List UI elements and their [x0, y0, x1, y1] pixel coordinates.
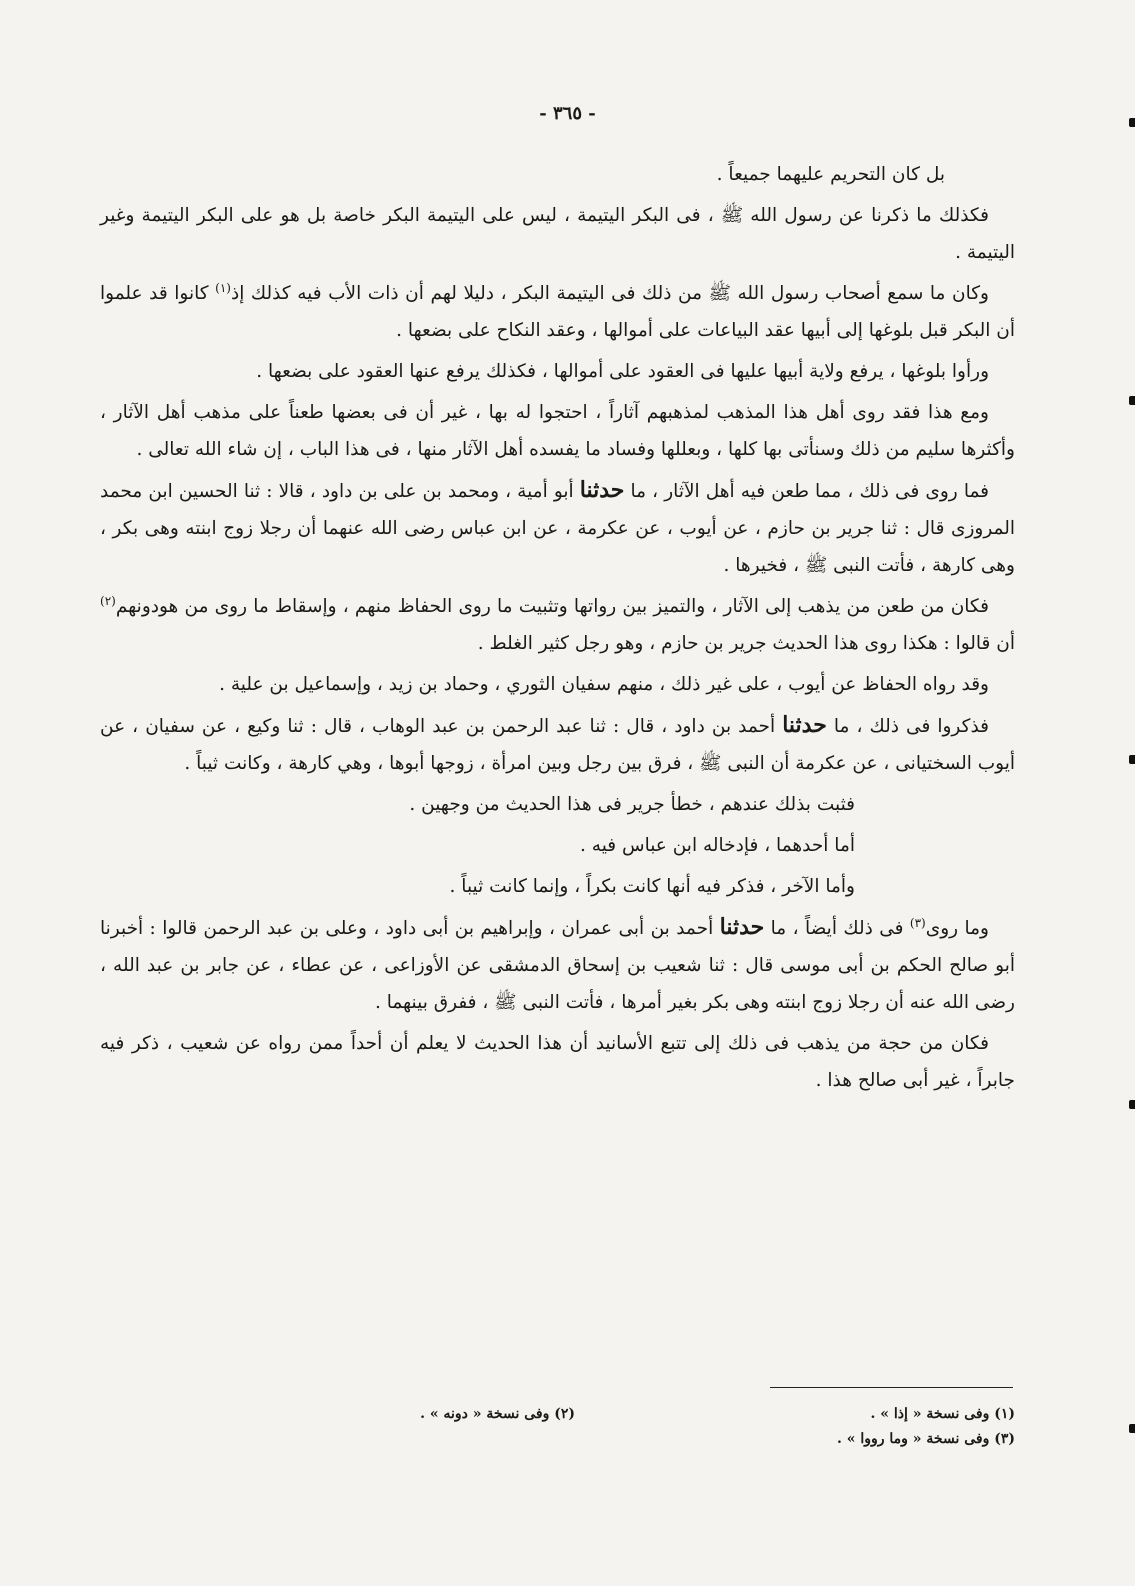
paragraph-4: ورأوا بلوغها ، يرفع ولاية أبيها عليها فى العقود على أموالها ، فكذلك يرفع عنها العقود على بضعها .	[256, 361, 989, 382]
paragraph-13	[100, 909, 1015, 1021]
keyword-haddathana-2: حدثنا	[782, 712, 827, 738]
paragraph-9	[100, 707, 1015, 782]
paragraph-7	[100, 588, 1015, 662]
margin-mark	[1129, 1100, 1135, 1109]
paragraph-9-text: أحمد بن داود ، قال : ثنا عبد الرحمن بن عبد الوهاب ، قال : ثنا وكيع ، عن سفيان ، عن أيوب السختيانى ، عن عكرمة أن النبى ﷺ ، فرق بين رجل وبين امرأة ، زوجها أبوها ، وهي كارهة ، وكانت ثيباً .	[100, 716, 1015, 774]
paragraph-12: وأما الآخر ، فذكر فيه أنها كانت بكراً ، وإنما كانت ثيباً .	[449, 876, 855, 897]
page-number: - ٣٦٥ -	[539, 103, 596, 124]
paragraph-11: أما أحدهما ، فإدخاله ابن عباس فيه .	[580, 835, 855, 856]
margin-mark	[1129, 396, 1135, 405]
main-text	[100, 156, 1015, 1103]
paragraph-8: وقد رواه الحفاظ عن أيوب ، على غير ذلك ، منهم سفيان الثوري ، وحماد بن زيد ، وإسماعيل بن علية .	[219, 674, 989, 695]
paragraph-7-cont: أن قالوا : هكذا روى هذا الحديث جرير بن حازم ، وهو رجل كثير الغلط .	[477, 633, 1015, 654]
footnote-ref-2: (٢)	[100, 593, 116, 608]
paragraph-3-cont: كانوا قد علموا أن البكر قبل بلوغها إلى أبيها عقد البياعات على أموالها ، وعقد النكاح على بضعها .	[100, 283, 1015, 341]
paragraph-13-mid: فى ذلك أيضاً ، ما	[770, 918, 904, 939]
footnote-2: (٢) وفى نسخة « دونه » .	[420, 1406, 575, 1422]
paragraph-13-text: أحمد بن أبى عمران ، وإبراهيم بن أبى داود ، وعلى بن عبد الرحمن قالوا : أخبرنا أبو صالح الحكم بن أبى موسى قال : ثنا شعيب بن إسحاق الدمشقى عن الأوزاعى ، عن عطاء ، عن جابر بن عبد الله ، رضى الله عنه أن رجلا زوج ابنته وهى بكر بغير أمرها ، فأتت النبى ﷺ ، ففرق بينهما .	[100, 918, 1015, 1013]
paragraph-13-lead: وما روى	[925, 918, 989, 939]
paragraph-3-text: وكان ما سمع أصحاب رسول الله ﷺ من ذلك فى اليتيمة البكر ، دليلا لهم أن ذات الأب فيه كذلك إذ	[230, 283, 989, 304]
paragraph-5: ومع هذا فقد روى أهل هذا المذهب لمذهبهم آثاراً ، احتجوا له بها ، غير أن فى بعضها طعناً على مذهب أهل الآثار ، وأكثرها سليم من ذلك وسنأتى بها كلها ، وبعللها وفساد ما يفسده أهل الآثار منها ، فى هذا الباب ، إن شاء الله تعالى .	[100, 402, 1015, 460]
footnote-divider	[770, 1387, 1013, 1388]
paragraph-9-lead: فذكروا فى ذلك ، ما	[833, 716, 989, 737]
paragraph-6-text: أبو أمية ، ومحمد بن على بن داود ، قالا : ثنا الحسين ابن محمد المروزى قال : ثنا جرير بن حازم ، عن أيوب ، عن عكرمة ، عن ابن عباس رضى الله عنهما أن رجلا زوج ابنته وهى بكر ، وهى كارهة ، فأتت النبى ﷺ ، فخيرها .	[100, 481, 1015, 576]
paragraph-3	[100, 275, 1015, 349]
paragraph-10: فثبت بذلك عندهم ، خطأ جرير فى هذا الحديث من وجهين .	[409, 794, 855, 815]
footnotes-right-column	[837, 1402, 1015, 1452]
footnote-3: (٣) وفى نسخة « وما رووا » .	[836, 1431, 1015, 1447]
paragraph-1: بل كان التحريم عليهما جميعاً .	[716, 164, 945, 185]
margin-mark	[1129, 118, 1135, 127]
margin-mark	[1129, 1424, 1135, 1433]
keyword-haddathana-1: حدثنا	[579, 477, 625, 503]
paragraph-6	[100, 472, 1015, 584]
margin-mark	[1129, 755, 1135, 764]
footnote-1: (١) وفى نسخة « إذا » .	[870, 1406, 1015, 1422]
paragraph-6-lead: فما روى فى ذلك ، مما طعن فيه أهل الآثار ، ما	[630, 481, 990, 502]
keyword-haddathana-3: حدثنا	[719, 914, 765, 940]
paragraph-2: فكذلك ما ذكرنا عن رسول الله ﷺ ، فى البكر اليتيمة ، ليس على اليتيمة البكر خاصة بل هو على البكر اليتيمة وغير اليتيمة .	[100, 205, 1015, 263]
footnotes-left-column	[420, 1402, 575, 1427]
footnote-ref-1: (١)	[215, 280, 231, 295]
paragraph-14: فكان من حجة من يذهب فى ذلك إلى تتبع الأسانيد أن هذا الحديث لا يعلم أن أحداً ممن رواه عن شعيب ، ذكر فيه جابراً ، غير أبى صالح هذا .	[100, 1033, 1015, 1091]
paragraph-7-text: فكان من طعن من يذهب إلى الآثار ، والتميز بين رواتها وتثبيت ما روى الحفاظ منهم ، وإسقاط ما روى من هودونهم	[115, 596, 989, 617]
footnote-ref-3: (٣)	[909, 915, 926, 930]
